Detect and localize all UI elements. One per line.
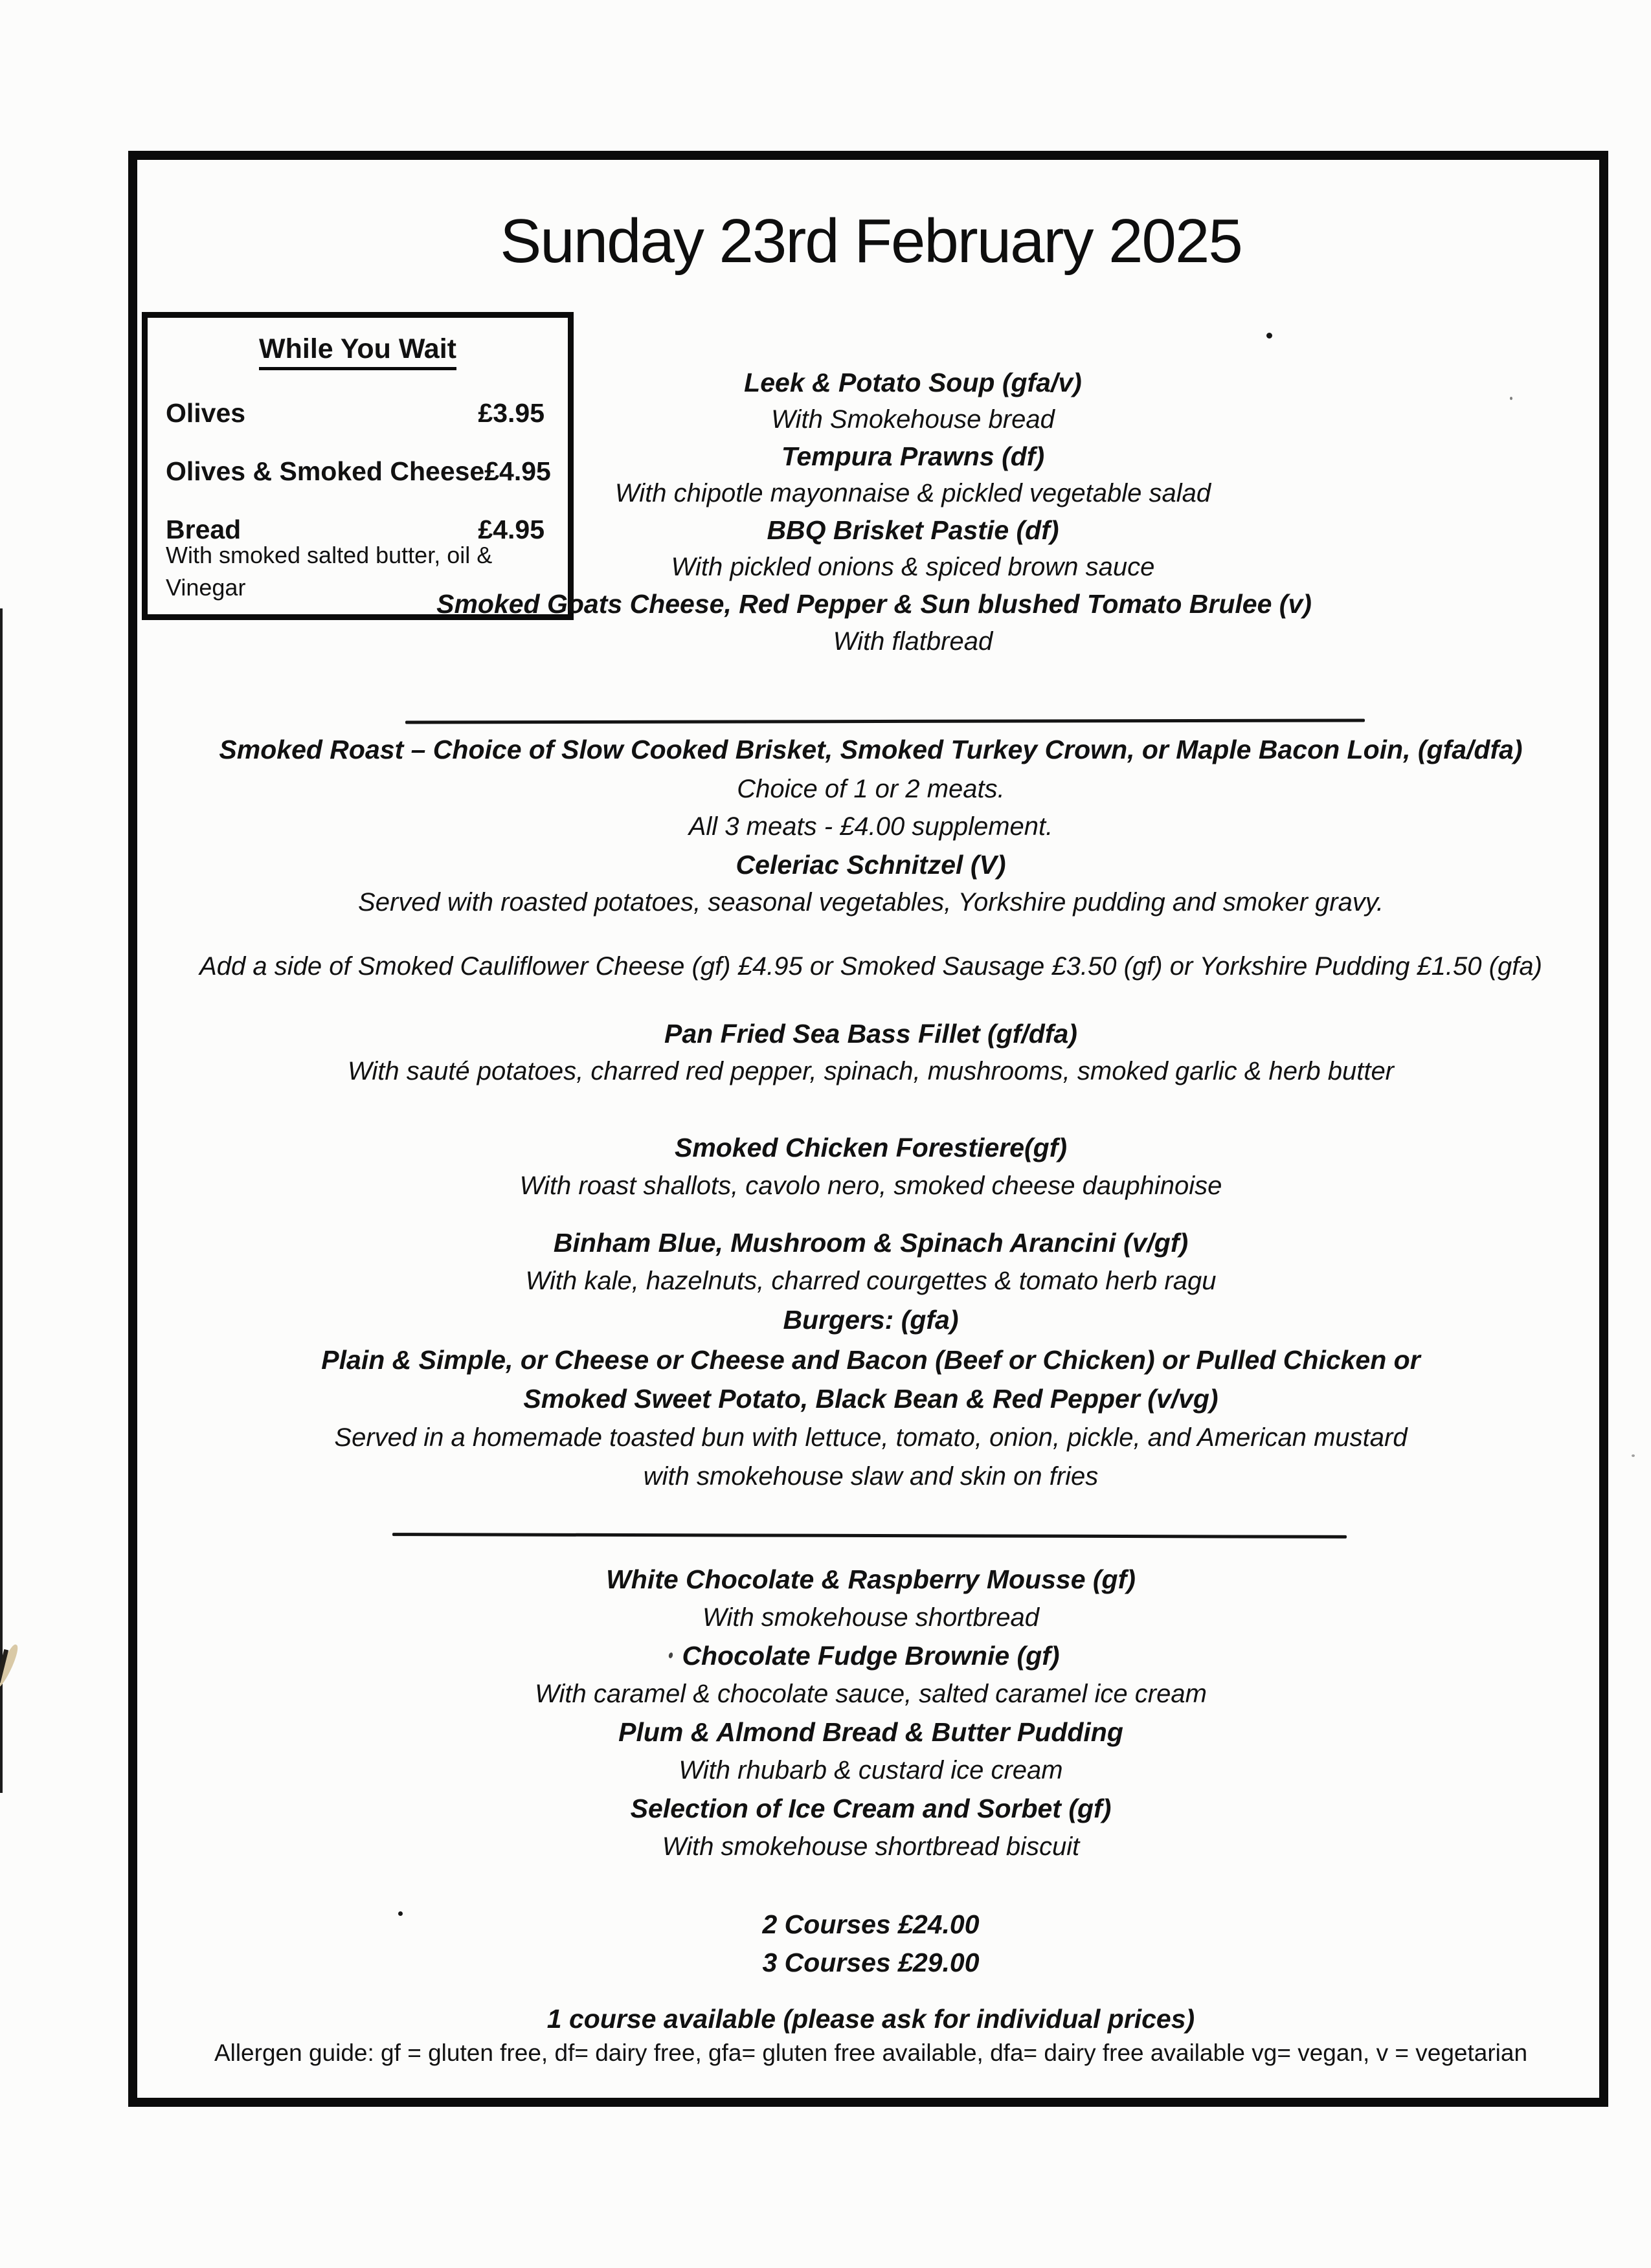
dish-description: With pickled onions & spiced brown sauce [671, 553, 1155, 581]
dish-description: With caramel & chocolate sauce, salted caramel ice cream [535, 1680, 1207, 1708]
menu-item-price: £4.95 [478, 515, 545, 544]
dish-description: With smokehouse shortbread [702, 1603, 1039, 1632]
dish-description: With chipotle mayonnaise & pickled vegetable salad [614, 479, 1211, 507]
dish-name: Pan Fried Sea Bass Fillet (gf/dfa) [664, 1019, 1077, 1049]
dish-name: Celeriac Schnitzel (V) [736, 850, 1006, 880]
dish-description: With kale, hazelnuts, charred courgettes & tomato herb ragu [525, 1267, 1217, 1295]
dish-description: With rhubarb & custard ice cream [679, 1756, 1063, 1784]
dish-description: Choice of 1 or 2 meats. [737, 775, 1005, 803]
allergen-guide: Allergen guide: gf = gluten free, df= dairy free, gfa= gluten free available, dfa= dairy free available vg= vegan, v = vegetarian [214, 2040, 1528, 2066]
menu-item-price: £3.95 [478, 398, 545, 428]
dish-name: White Chocolate & Raspberry Mousse (gf) [606, 1564, 1136, 1594]
dish-description: with smokehouse slaw and skin on fries [643, 1462, 1099, 1491]
dish-description: Served in a homemade toasted bun with lettuce, tomato, onion, pickle, and American mustard [334, 1423, 1408, 1452]
dish-name: BBQ Brisket Pastie (df) [767, 515, 1059, 545]
sides-note: Add a side of Smoked Cauliflower Cheese (gf) £4.95 or Smoked Sausage £3.50 (gf) or Yorkshire Pudding £1.50 (gfa) [199, 952, 1542, 981]
dish-name: Binham Blue, Mushroom & Spinach Arancini (v/gf) [553, 1228, 1189, 1258]
scan-edge-line [0, 608, 3, 1793]
while-you-wait-heading [148, 333, 568, 365]
dish-description: Served with roasted potatoes, seasonal vegetables, Yorkshire pudding and smoker gravy. [358, 888, 1384, 917]
dish-name: Tempura Prawns (df) [781, 441, 1045, 471]
page-title: Sunday 23rd February 2025 [500, 206, 1242, 276]
dish-name: Plum & Almond Bread & Butter Pudding [618, 1717, 1123, 1747]
dish-name: Leek & Potato Soup (gfa/v) [744, 368, 1082, 397]
dish-description: All 3 meats - £4.00 supplement. [688, 812, 1053, 841]
while-you-wait-heading-text: While You Wait [259, 333, 456, 370]
menu-item-name: Bread [166, 515, 241, 544]
menu-item-name: Olives [166, 398, 246, 428]
dish-description: With smokehouse shortbread biscuit [662, 1832, 1080, 1861]
dish-description: With sauté potatoes, charred red pepper, spinach, mushrooms, smoked garlic & herb butter [347, 1057, 1395, 1085]
dish-name: Selection of Ice Cream and Sorbet (gf) [630, 1794, 1112, 1823]
dish-name: Smoked Chicken Forestiere(gf) [674, 1133, 1068, 1162]
dish-description: With Smokehouse bread [771, 405, 1055, 434]
dish-name: Smoked Roast – Choice of Slow Cooked Brisket, Smoked Turkey Crown, or Maple Bacon Loin, (gfa/dfa) [219, 735, 1523, 764]
dish-description: With roast shallots, cavolo nero, smoked cheese dauphinoise [519, 1172, 1222, 1200]
dish-name: Smoked Goats Cheese, Red Pepper & Sun blushed Tomato Brulee (v) [436, 589, 1312, 619]
one-course-note: 1 course available (please ask for individual prices) [546, 2004, 1195, 2034]
menu-item-price: £4.95 [484, 456, 551, 486]
menu-item-name: Olives & Smoked Cheese [166, 456, 485, 486]
dish-option: Plain & Simple, or Cheese or Cheese and Bacon (Beef or Chicken) or Pulled Chicken or [321, 1345, 1421, 1375]
dish-option: Smoked Sweet Potato, Black Bean & Red Pepper (v/vg) [523, 1384, 1219, 1414]
dish-description: With flatbread [833, 627, 993, 656]
scan-speck [1632, 1454, 1635, 1457]
dish-name: Burgers: (gfa) [783, 1305, 959, 1335]
menu-item-description: Vinegar [166, 574, 246, 601]
menu-item-description: With smoked salted butter, oil & [166, 542, 493, 568]
course-price-three: 3 Courses £29.00 [762, 1948, 980, 1977]
dish-name: Chocolate Fudge Brownie (gf) [682, 1641, 1060, 1671]
course-price-two: 2 Courses £24.00 [762, 1909, 980, 1939]
